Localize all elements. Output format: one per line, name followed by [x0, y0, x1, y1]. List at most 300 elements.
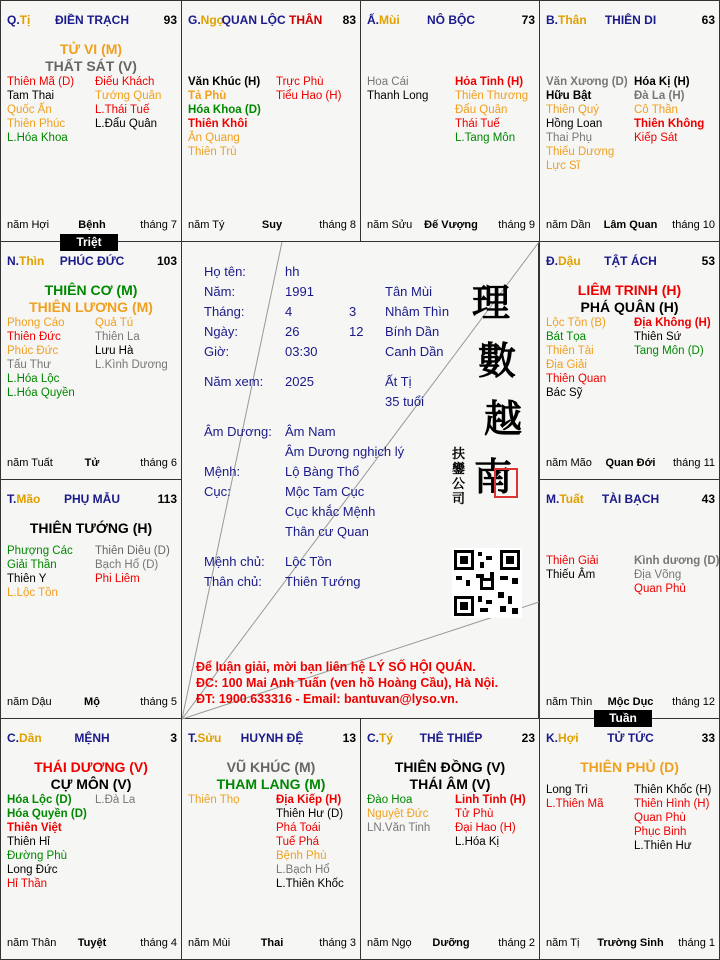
palace-chi: Sửu — [197, 731, 222, 745]
palace-cung: THÊ THIẾP — [419, 731, 483, 745]
value-tuoi: 35 tuổi — [385, 394, 425, 409]
minor-star: LN.Văn Tinh — [367, 822, 431, 834]
minor-stars-left — [7, 544, 93, 600]
center-info-panel — [181, 241, 539, 719]
palace-footer — [546, 219, 715, 233]
palace-dai-han: 23 — [521, 731, 535, 745]
palace-cung: TẬT ÁCH — [604, 254, 657, 268]
minor-star: Địa Kiếp (H) — [276, 794, 342, 806]
tieu-han-year: năm Tị — [546, 937, 580, 949]
minor-star: Thiên Quý — [546, 104, 600, 116]
tieu-han-year: năm Tuất — [7, 457, 53, 469]
minor-star: Thiên Hỉ — [7, 836, 50, 848]
minor-star: L.Hóa Khoa — [7, 132, 68, 144]
minor-star: Linh Tinh (H) — [455, 794, 526, 806]
minor-star: Tấu Thư — [7, 359, 51, 371]
palace-dai-han: 83 — [342, 13, 356, 27]
major-stars — [1, 759, 181, 793]
minor-stars-left — [546, 554, 632, 582]
minor-stars-left — [7, 793, 93, 891]
label-nam-xem: Năm xem: — [204, 374, 264, 389]
minor-star: Quả Tú — [95, 317, 134, 329]
palace-name — [546, 492, 715, 506]
palace-dai-han: 93 — [163, 13, 177, 27]
minor-star: L.Tang Môn — [455, 132, 516, 144]
minor-stars-right — [95, 75, 185, 131]
palace-dai-han: 73 — [521, 13, 535, 27]
minor-star: Phúc Đức — [7, 345, 59, 357]
minor-star: Đẩu Quân — [455, 104, 508, 116]
label-am-duong: Âm Dương: — [204, 424, 272, 439]
palace-cung: HUYNH ĐỆ — [240, 731, 304, 745]
palace-tuat — [539, 479, 720, 719]
minor-stars-left — [188, 793, 274, 807]
minor-star: Lộc Tồn (B) — [546, 317, 606, 329]
nguyet-han: tháng 2 — [498, 937, 535, 949]
minor-star: Thiên Khôi — [188, 118, 248, 130]
palace-header — [7, 254, 177, 270]
minor-stars-right — [455, 75, 545, 145]
minor-star: Lưu Hà — [95, 345, 134, 357]
palace-dai-han: 3 — [170, 731, 177, 745]
palace-can: C. — [367, 731, 379, 745]
palace-chi: Tý — [379, 731, 394, 745]
value-nam-xem-can: Ất Tị — [385, 374, 412, 389]
tieu-han-year: năm Mùi — [188, 937, 231, 949]
palace-chi: Tuất — [559, 492, 584, 506]
palace-cung: THIÊN DI — [604, 13, 657, 27]
minor-star: Thiên Giải — [546, 555, 599, 567]
palace-chi: Dần — [19, 731, 42, 745]
minor-star: L.Hóa Quyền — [7, 387, 75, 399]
truong-sinh: Mộc Dục — [607, 696, 654, 708]
palace-cung: QUAN LỘC — [221, 13, 286, 27]
palace-hoi — [539, 718, 720, 960]
palace-chi: Thìn — [19, 254, 45, 268]
minor-star: Thái Tuế — [455, 118, 500, 130]
qr-code — [452, 548, 522, 618]
minor-star: Phượng Các — [7, 545, 73, 557]
seal-stamp — [494, 468, 518, 498]
minor-star: Thiên Việt — [7, 822, 62, 834]
nguyet-han: tháng 9 — [498, 219, 535, 231]
truong-sinh: Dưỡng — [432, 937, 470, 949]
minor-star: Điếu Khách — [95, 76, 155, 88]
minor-star: L.Lộc Tồn — [7, 587, 58, 599]
value-am-duong: Âm Nam — [285, 424, 336, 439]
tieu-han-year: năm Ngọ — [367, 937, 412, 949]
minor-stars-right — [634, 75, 720, 145]
minor-star: Thiên Hư (D) — [276, 808, 344, 820]
major-star: THIÊN PHỦ (D) — [580, 759, 679, 775]
minor-stars-right — [634, 783, 720, 853]
palace-footer — [367, 937, 535, 951]
minor-stars-right — [95, 316, 185, 372]
value-gio: 03:30 — [285, 344, 318, 359]
major-star: THÁI ÂM (V) — [409, 776, 491, 792]
minor-star: Thiên La — [95, 331, 140, 343]
value-than-chu: Thiên Tướng — [285, 574, 361, 589]
minor-star: Phá Toái — [276, 822, 321, 834]
minor-star: Văn Khúc (H) — [188, 76, 261, 88]
minor-stars-left — [7, 75, 93, 145]
minor-star: L.Đà La — [95, 794, 136, 806]
label-than-chu: Thân chủ: — [204, 574, 262, 589]
minor-star: Long Trì — [546, 784, 589, 796]
palace-cung: NÔ BỘC — [427, 13, 475, 27]
than-marker: THÂN — [289, 13, 323, 27]
label-thang: Tháng: — [204, 304, 245, 319]
palace-name — [7, 492, 177, 506]
calligraphy-char-3: 越 — [484, 396, 523, 441]
minor-star: L.Thiên Mã — [546, 798, 604, 810]
palace-name — [188, 731, 356, 745]
minor-stars-right — [95, 793, 185, 807]
tieu-han-year: năm Dậu — [7, 696, 52, 708]
value-am-duong-2: Âm Dương nghịch lý — [285, 444, 405, 459]
truong-sinh: Lâm Quan — [603, 219, 658, 231]
minor-star: Tiểu Hao (H) — [276, 90, 342, 102]
major-star: THIÊN ĐỒNG (V) — [394, 759, 506, 775]
minor-star: Thiên Quan — [546, 373, 607, 385]
minor-star: Quốc Ấn — [7, 104, 52, 116]
palace-thin — [0, 241, 182, 480]
palace-mui — [360, 0, 540, 242]
minor-star: L.Đẩu Quân — [95, 118, 158, 130]
minor-star: Cô Thần — [634, 104, 678, 116]
contact-line-3: ĐT: 1900.633316 - Email: bantuvan@lyso.vn. — [196, 692, 459, 706]
minor-stars-left — [546, 316, 632, 400]
minor-stars-right — [634, 554, 720, 596]
vertical-company-text: 扶鑾公司 — [452, 446, 466, 506]
contact-line-2: ĐC: 100 Mai Anh Tuấn (ven hồ Hoàng Cầu), Hà Nội. — [196, 676, 499, 690]
major-stars — [1, 282, 181, 316]
palace-header — [188, 13, 356, 29]
nguyet-han: tháng 1 — [678, 937, 715, 949]
palace-cung: PHÚC ĐỨC — [59, 254, 125, 268]
palace-can: N. — [7, 254, 19, 268]
value-ngay: 26 — [285, 324, 300, 339]
palace-than — [539, 0, 720, 242]
minor-star: Nguyệt Đức — [367, 808, 429, 820]
major-star: THIÊN LƯƠNG (M) — [29, 299, 153, 315]
truong-sinh: Quan Đới — [605, 457, 656, 469]
minor-star: L.Bạch Hổ — [276, 864, 330, 876]
palace-header — [367, 731, 535, 747]
palace-header — [367, 13, 535, 29]
minor-star: Đại Hao (H) — [455, 822, 516, 834]
minor-star: Thiên Tài — [546, 345, 594, 357]
major-star: THIÊN CƠ (M) — [44, 282, 138, 298]
palace-dai-han: 13 — [342, 731, 356, 745]
palace-name — [367, 731, 535, 745]
palace-name — [7, 254, 177, 268]
palace-chi: Thân — [558, 13, 587, 27]
palace-can: Đ. — [546, 254, 558, 268]
nguyet-han: tháng 3 — [319, 937, 356, 949]
major-star: TỬ VI (M) — [59, 41, 123, 57]
minor-star: Long Đức — [7, 864, 58, 876]
palace-header — [7, 492, 177, 508]
minor-stars-left — [188, 75, 274, 159]
palace-header — [546, 492, 715, 508]
minor-star: Bạch Hổ (D) — [95, 559, 159, 571]
value-ngay-al: 12 — [349, 324, 364, 339]
value-thang-al: 3 — [349, 304, 357, 319]
major-stars — [182, 759, 360, 793]
palace-footer — [188, 937, 356, 951]
palace-header — [546, 13, 715, 29]
minor-star: Hóa Khoa (D) — [188, 104, 261, 116]
palace-dai-han: 53 — [701, 254, 715, 268]
minor-stars-left — [546, 783, 632, 811]
palace-header — [546, 254, 715, 270]
minor-star: L.Kình Dương — [95, 359, 168, 371]
minor-star: Phi Liêm — [95, 573, 140, 585]
minor-star: Đà La (H) — [634, 90, 685, 102]
label-ho-ten: Họ tên: — [204, 264, 246, 279]
palace-cung: MỆNH — [74, 731, 110, 745]
palace-footer — [546, 937, 715, 951]
palace-can: Q. — [7, 13, 20, 27]
palace-header — [188, 731, 356, 747]
minor-star: Văn Xương (D) — [546, 76, 628, 88]
minor-star: Bác Sỹ — [546, 387, 583, 399]
label-menh-chu: Mệnh chủ: — [204, 554, 265, 569]
palace-footer — [188, 219, 356, 233]
minor-star: Hóa Lộc (D) — [7, 794, 72, 806]
minor-star: Tướng Quân — [95, 90, 162, 102]
palace-can: B. — [546, 13, 558, 27]
palace-footer — [367, 219, 535, 233]
minor-star: L.Hóa Kị — [455, 836, 500, 848]
minor-star: Đào Hoa — [367, 794, 413, 806]
minor-star: Hữu Bật — [546, 90, 592, 102]
tieu-han-year: năm Mão — [546, 457, 592, 469]
major-stars — [540, 282, 719, 316]
palace-can: G. — [188, 13, 201, 27]
major-star: THAM LANG (M) — [216, 776, 326, 792]
minor-star: Thiên Thương — [455, 90, 529, 102]
minor-star: Thiên Diêu (D) — [95, 545, 170, 557]
palace-cung: ĐIỀN TRẠCH — [55, 13, 129, 27]
major-stars — [540, 759, 719, 776]
palace-footer — [7, 219, 177, 233]
palace-dau — [539, 241, 720, 480]
minor-star: Tả Phù — [188, 90, 227, 102]
tuan-tag: Tuần — [594, 710, 652, 727]
palace-dai-han: 43 — [701, 492, 715, 506]
minor-star: Thiên Trù — [188, 146, 237, 158]
minor-star: Giải Thần — [7, 559, 57, 571]
major-stars — [1, 41, 181, 75]
minor-star: Thiên Y — [7, 573, 47, 585]
calligraphy-char-2: 數 — [478, 338, 517, 383]
palace-chi: Dậu — [558, 254, 581, 268]
palace-mao — [0, 479, 182, 719]
minor-star: Trực Phù — [276, 76, 324, 88]
palace-ngo — [181, 0, 361, 242]
palace-ti — [0, 0, 182, 242]
minor-star: Thiên Đức — [7, 331, 61, 343]
palace-chi: Mùi — [379, 13, 400, 27]
major-star: THÁI DƯƠNG (V) — [34, 759, 148, 775]
palace-footer — [7, 457, 177, 471]
minor-star: Thanh Long — [367, 90, 429, 102]
label-gio: Giờ: — [204, 344, 230, 359]
tieu-han-year: năm Sửu — [367, 219, 413, 231]
tieu-han-year: năm Hợi — [7, 219, 50, 231]
major-star: PHÁ QUÂN (H) — [580, 299, 679, 315]
palace-suu — [181, 718, 361, 960]
value-cuc-2: Cục khắc Mệnh — [285, 504, 376, 519]
minor-star: Kiếp Sát — [634, 132, 678, 144]
truong-sinh: Trường Sinh — [597, 937, 664, 949]
nguyet-han: tháng 4 — [140, 937, 177, 949]
minor-star: Hóa Quyền (D) — [7, 808, 87, 820]
value-gio-can: Canh Dần — [385, 344, 444, 359]
minor-star: Tử Phù — [455, 808, 494, 820]
minor-star: Hồng Loan — [546, 118, 603, 130]
palace-ty — [360, 718, 540, 960]
tieu-han-year: năm Thìn — [546, 696, 593, 708]
minor-star: Đường Phù — [7, 850, 67, 862]
value-nam-xem: 2025 — [285, 374, 314, 389]
minor-star: Tam Thai — [7, 90, 55, 102]
value-thang: 4 — [285, 304, 293, 319]
minor-star: Thiên Hình (H) — [634, 798, 710, 810]
truong-sinh: Bệnh — [78, 219, 106, 231]
minor-star: L.Thái Tuế — [95, 104, 150, 116]
minor-star: Hỏa Tinh (H) — [455, 76, 524, 88]
palace-name — [546, 13, 715, 27]
nguyet-han: tháng 8 — [319, 219, 356, 231]
value-nam: 1991 — [285, 284, 314, 299]
minor-star: Ân Quang — [188, 132, 240, 144]
palace-cung: TÀI BẠCH — [601, 492, 660, 506]
label-menh: Mệnh: — [204, 464, 241, 479]
palace-name — [367, 13, 535, 27]
minor-star: Thiên Khốc (H) — [634, 784, 712, 796]
label-nam: Năm: — [204, 284, 236, 299]
nguyet-han: tháng 12 — [672, 696, 715, 708]
value-cuc: Mộc Tam Cục — [285, 484, 365, 499]
palace-footer — [546, 696, 715, 710]
palace-chi: Ngọ — [200, 13, 224, 27]
nguyet-han: tháng 6 — [140, 457, 177, 469]
palace-cung: PHỤ MẪU — [64, 492, 120, 506]
palace-cung: TỬ TỨC — [607, 731, 654, 745]
value-ngay-can: Bính Dần — [385, 324, 440, 339]
minor-star: Hỉ Thần — [7, 878, 48, 890]
tieu-han-year: năm Thân — [7, 937, 57, 949]
minor-star: Tang Môn (D) — [634, 345, 704, 357]
palace-dai-han: 103 — [156, 254, 177, 268]
minor-star: Thiên Thọ — [188, 794, 240, 806]
minor-stars-left — [546, 75, 632, 173]
minor-star: Thiếu Âm — [546, 569, 596, 581]
palace-header — [546, 731, 715, 747]
minor-stars-right — [276, 793, 366, 891]
minor-star: Lực Sĩ — [546, 160, 580, 172]
palace-footer — [7, 937, 177, 951]
minor-star: Thai Phụ — [546, 132, 593, 144]
nguyet-han: tháng 10 — [672, 219, 715, 231]
value-ho-ten: hh — [285, 264, 300, 279]
label-cuc: Cục: — [204, 484, 231, 499]
palace-can: M. — [546, 492, 560, 506]
minor-star: Phong Cáo — [7, 317, 65, 329]
minor-stars-left — [367, 793, 453, 835]
value-menh-chu: Lộc Tồn — [285, 554, 332, 569]
major-star: THIÊN TƯỚNG (H) — [29, 520, 153, 536]
palace-name — [7, 731, 177, 745]
palace-header — [7, 731, 177, 747]
truong-sinh: Suy — [261, 219, 283, 231]
truong-sinh: Tuyệt — [77, 937, 107, 949]
palace-footer — [7, 696, 177, 710]
palace-dan — [0, 718, 182, 960]
minor-star: Quan Phù — [634, 812, 686, 824]
minor-star: Thiếu Dương — [546, 146, 615, 158]
minor-star: Thiên Phúc — [7, 118, 66, 130]
major-star: THẤT SÁT (V) — [45, 58, 137, 74]
calligraphy-char-1: 理 — [472, 280, 511, 325]
value-nam-can: Tân Mùi — [385, 284, 432, 299]
palace-can: K. — [546, 731, 558, 745]
palace-dai-han: 63 — [701, 13, 715, 27]
minor-star: Kình dương (D) — [634, 555, 720, 567]
nguyet-han: tháng 11 — [672, 457, 715, 469]
palace-name — [7, 13, 177, 27]
value-thang-can: Nhâm Thìn — [385, 304, 450, 319]
minor-stars-right — [634, 316, 720, 358]
tieu-han-year: năm Tý — [188, 219, 225, 231]
palace-header — [7, 13, 177, 29]
nguyet-han: tháng 5 — [140, 696, 177, 708]
major-stars — [361, 759, 539, 793]
major-star: LIÊM TRINH (H) — [577, 282, 682, 298]
palace-chi: Mão — [16, 492, 41, 506]
value-menh: Lộ Bàng Thổ — [285, 464, 360, 479]
major-stars — [1, 520, 181, 537]
minor-star: Hóa Kị (H) — [634, 76, 690, 88]
truong-sinh: Thai — [260, 937, 284, 949]
minor-star: Thiên Mã (D) — [7, 76, 75, 88]
major-star: VŨ KHÚC (M) — [226, 759, 316, 775]
palace-chi: Tị — [19, 13, 31, 27]
minor-stars-left — [367, 75, 453, 103]
calligraphy-char-4: 南 — [474, 454, 513, 499]
palace-can: C. — [7, 731, 19, 745]
label-ngay: Ngày: — [204, 324, 238, 339]
nguyet-han: tháng 7 — [140, 219, 177, 231]
major-star: CỰ MÔN (V) — [50, 776, 132, 792]
minor-stars-left — [7, 316, 93, 400]
minor-star: Hoa Cái — [367, 76, 409, 88]
palace-can: T. — [188, 731, 198, 745]
tieu-han-year: năm Dần — [546, 219, 591, 231]
minor-star: Địa Không (H) — [634, 317, 711, 329]
minor-star: L.Thiên Khốc — [276, 878, 344, 890]
minor-star: Tuế Phá — [276, 836, 320, 848]
palace-can: Ấ. — [367, 13, 379, 27]
contact-line-1: Để luận giải, mời bạn liên hệ LÝ SỐ HỘI QUÁN. — [196, 660, 476, 674]
truong-sinh: Tử — [84, 457, 100, 469]
minor-star: Quan Phủ — [634, 583, 686, 595]
truong-sinh: Đế Vượng — [424, 219, 478, 231]
minor-star: Địa Giải — [546, 359, 587, 371]
